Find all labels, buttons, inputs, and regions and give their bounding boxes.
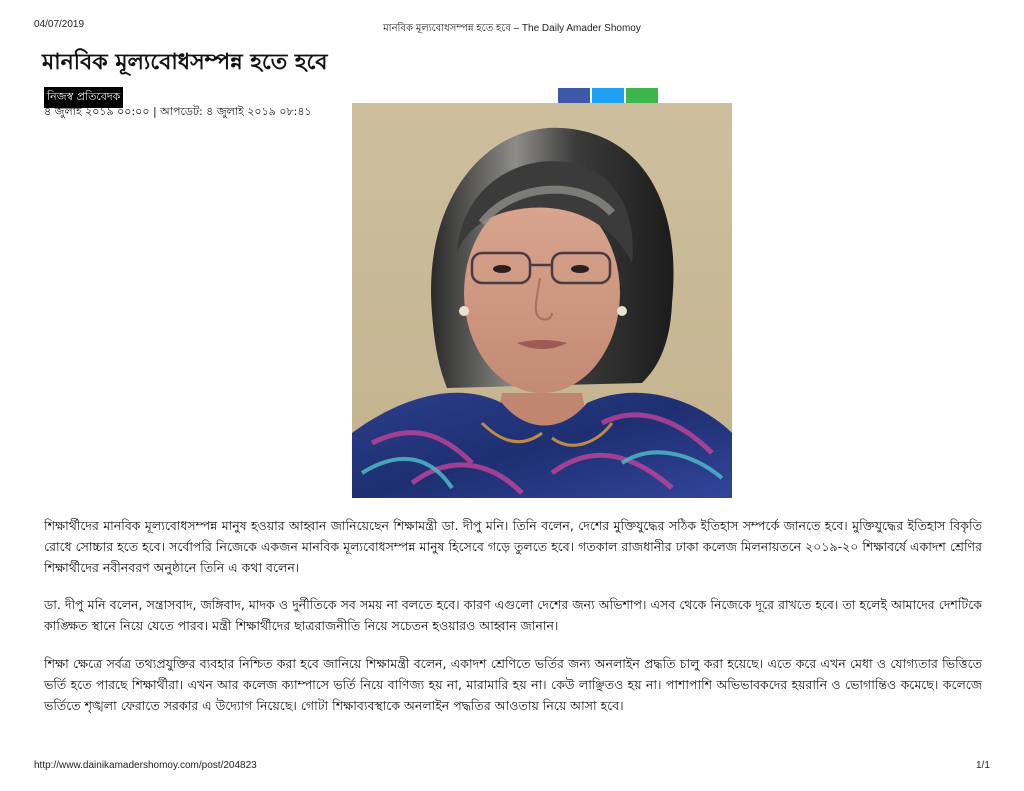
article-photo bbox=[352, 103, 732, 498]
share-other-button[interactable] bbox=[626, 88, 658, 103]
article-paragraph-1: শিক্ষার্থীদের মানবিক মূল্যবোধসম্পন্ন মানুষ হওয়ার আহ্বান জানিয়েছেন শিক্ষামন্ত্রী ডা. দীপু মনি। তিনি বলেন, দেশের মুক্তিযুদ্ধের সঠিক ইতিহাস সম্পর্কে জানতে হবে। মুক্তিযুদ্ধের ইতিহাস বিকৃতি রোধে সোচ্চার হতে হবে। সর্বোপরি নিজেকে একজন মানবিক মূল্যবোধসম্পন্ন মানুষ হিসেবে গড়ে তুলতে হবে। গতকাল রাজধানীর ঢাকা কলেজ মিলনায়তনে ২০১৯-২০ শিক্ষাবর্ষে একাদশ শ্রেণির শিক্ষার্থীদের নবীনবরণ অনুষ্ঠানে তিনি এ কথা বলেন। bbox=[44, 518, 982, 575]
share-facebook-button[interactable] bbox=[558, 88, 590, 103]
source-url-link[interactable]: http://www.dainikamadershomoy.com/post/204823 bbox=[34, 760, 257, 771]
print-date: 04/07/2019 bbox=[34, 19, 85, 30]
byline[interactable]: নিজস্ব প্রতিবেদক bbox=[44, 87, 123, 108]
publish-timestamp: ৪ জুলাই ২০১৯ ০০:০০ | আপডেট: ৪ জুলাই ২০১৯ ০৮:৪১ bbox=[44, 105, 312, 118]
article-headline: মানবিক মূল্যবোধসম্পন্ন হতে হবে bbox=[42, 49, 328, 75]
article-paragraph-3: শিক্ষা ক্ষেত্রে সর্বত্র তথ্যপ্রযুক্তির ব্যবহার নিশ্চিত করা হবে জানিয়ে শিক্ষামন্ত্রী বলেন, একাদশ শ্রেণিতে ভর্তির জন্য অনলাইন প্রদ্ধতি চালু করা হয়েছে। এতে করে এখন মেধা ও যোগ্যতার ভিত্তিতে ভর্তি হতে পারছে শিক্ষার্থীরা। এখন আর কলেজ ক্যাম্পাসে ভর্তি নিয়ে বাণিজ্য হয় না, মারামারি হয় না। কেউ লাঞ্ছিতও হয় না। পাশাপাশি অভিভাবকদের হয়রানি ও ভোগান্তিও কমেছে। কলেজে ভর্তিতে শৃঙ্খলা ফেরাতে সরকার এ উদ্যোগ নিয়েছে। গোটা শিক্ষাব্যবস্থাকে অনলাইন পদ্ধতির আওতায় নিয়ে আসা হবে। bbox=[44, 656, 982, 713]
print-page-title: মানবিক মূল্যবোধসম্পন্ন হতে হবে – The Daily Amader Shomoy bbox=[383, 23, 641, 34]
share-twitter-button[interactable] bbox=[592, 88, 624, 103]
page-number: 1/1 bbox=[976, 760, 990, 771]
article-paragraph-2: ডা. দীপু মনি বলেন, সন্ত্রাসবাদ, জঙ্গিবাদ, মাদক ও দুর্নীতিকে সব সময় না বলতে হবে। কারণ এগুলো দেশের জন্য অভিশাপ। এসব থেকে নিজেকে দূরে রাখতে হবে। তা হলেই আমাদের দেশটিকে কাঙ্ক্ষিত স্থানে নিয়ে যেতে পারব। মন্ত্রী শিক্ষার্থীদের ছাত্ররাজনীতি নিয়ে সচেতন হওয়ারও আহ্বান জানান। bbox=[44, 597, 982, 633]
